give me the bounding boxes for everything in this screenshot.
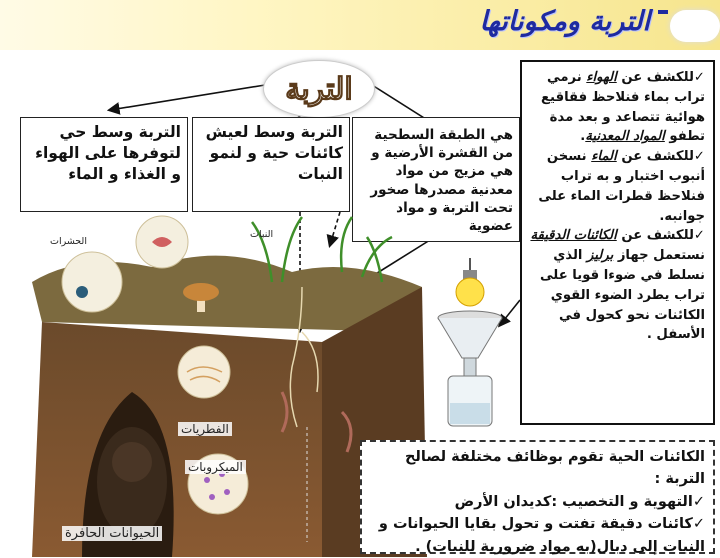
soil-definition-box: هي الطبقة السطحية من القشرة الأرضية و هي مزيج من مواد معدنية مصدرها صخور تحت التربة و مواد عضوية: [352, 117, 520, 242]
functions-intro: الكائنات الحية تقوم بوظائف مختلفة لصالح التربة :: [404, 449, 705, 488]
minerals-keyword: المواد المعدنية: [585, 129, 665, 145]
air-keyword: الهواء: [586, 70, 617, 85]
fungi-label: الفطريات: [178, 422, 232, 436]
berlese-keyword: برليز: [587, 248, 614, 264]
microbes-label: الميكروبات: [185, 460, 246, 474]
experiments-box: [520, 60, 715, 425]
plants-label: النبات: [250, 229, 274, 240]
experiment-air: ✓للكشف عن الهواء نرمي تراب بماء فنلاحظ فقاقيع هوائية تتصاعد و بعد مدة تطفو المواد المعدنية.: [541, 70, 705, 145]
soil-label: التربة: [285, 71, 353, 107]
function-item-decomposition: ✓كائنات دقيقة تفتت و تحول بقايا الحيوانات و النبات إلى دبال(به مواد ضرورية للنبات) .: [378, 516, 705, 555]
soil-environment-box: التربة وسط لعيش كائنات حية و لنمو النبات: [192, 117, 350, 212]
berlese-funnel-illustration: [430, 258, 510, 428]
experiment-water: ✓للكشف عن الماء نسخن أنبوب اختبار و به تراب فنلاحظ قطرات الماء على جوانبه.: [538, 149, 705, 224]
function-item-aeration: ✓التهوية و التخصيب :كديدان الأرض: [454, 493, 705, 510]
organisms-keyword: الكائنات الدقيقة: [530, 228, 617, 244]
page-title: التربة ومكوناتها: [479, 6, 650, 37]
soil-living-box: التربة وسط حي لتوفرها على الهواء و الغذاء و الماء: [20, 117, 188, 212]
experiment-organisms: ✓للكشف عن الكائنات الدقيقة نستعمل جهاز برليز الذي نسلط في ضوءا قويا على تراب يطرد الضوء القوي الكائنات نحو كحول في الأسفل .: [530, 228, 705, 343]
organisms-functions-box: [360, 440, 715, 554]
burrowing-animals-label: الحيوانات الحافرة: [62, 526, 162, 541]
water-keyword: الماء: [591, 149, 617, 165]
insects-label: الحشرات: [50, 236, 87, 247]
soil-bubble: [263, 60, 375, 118]
